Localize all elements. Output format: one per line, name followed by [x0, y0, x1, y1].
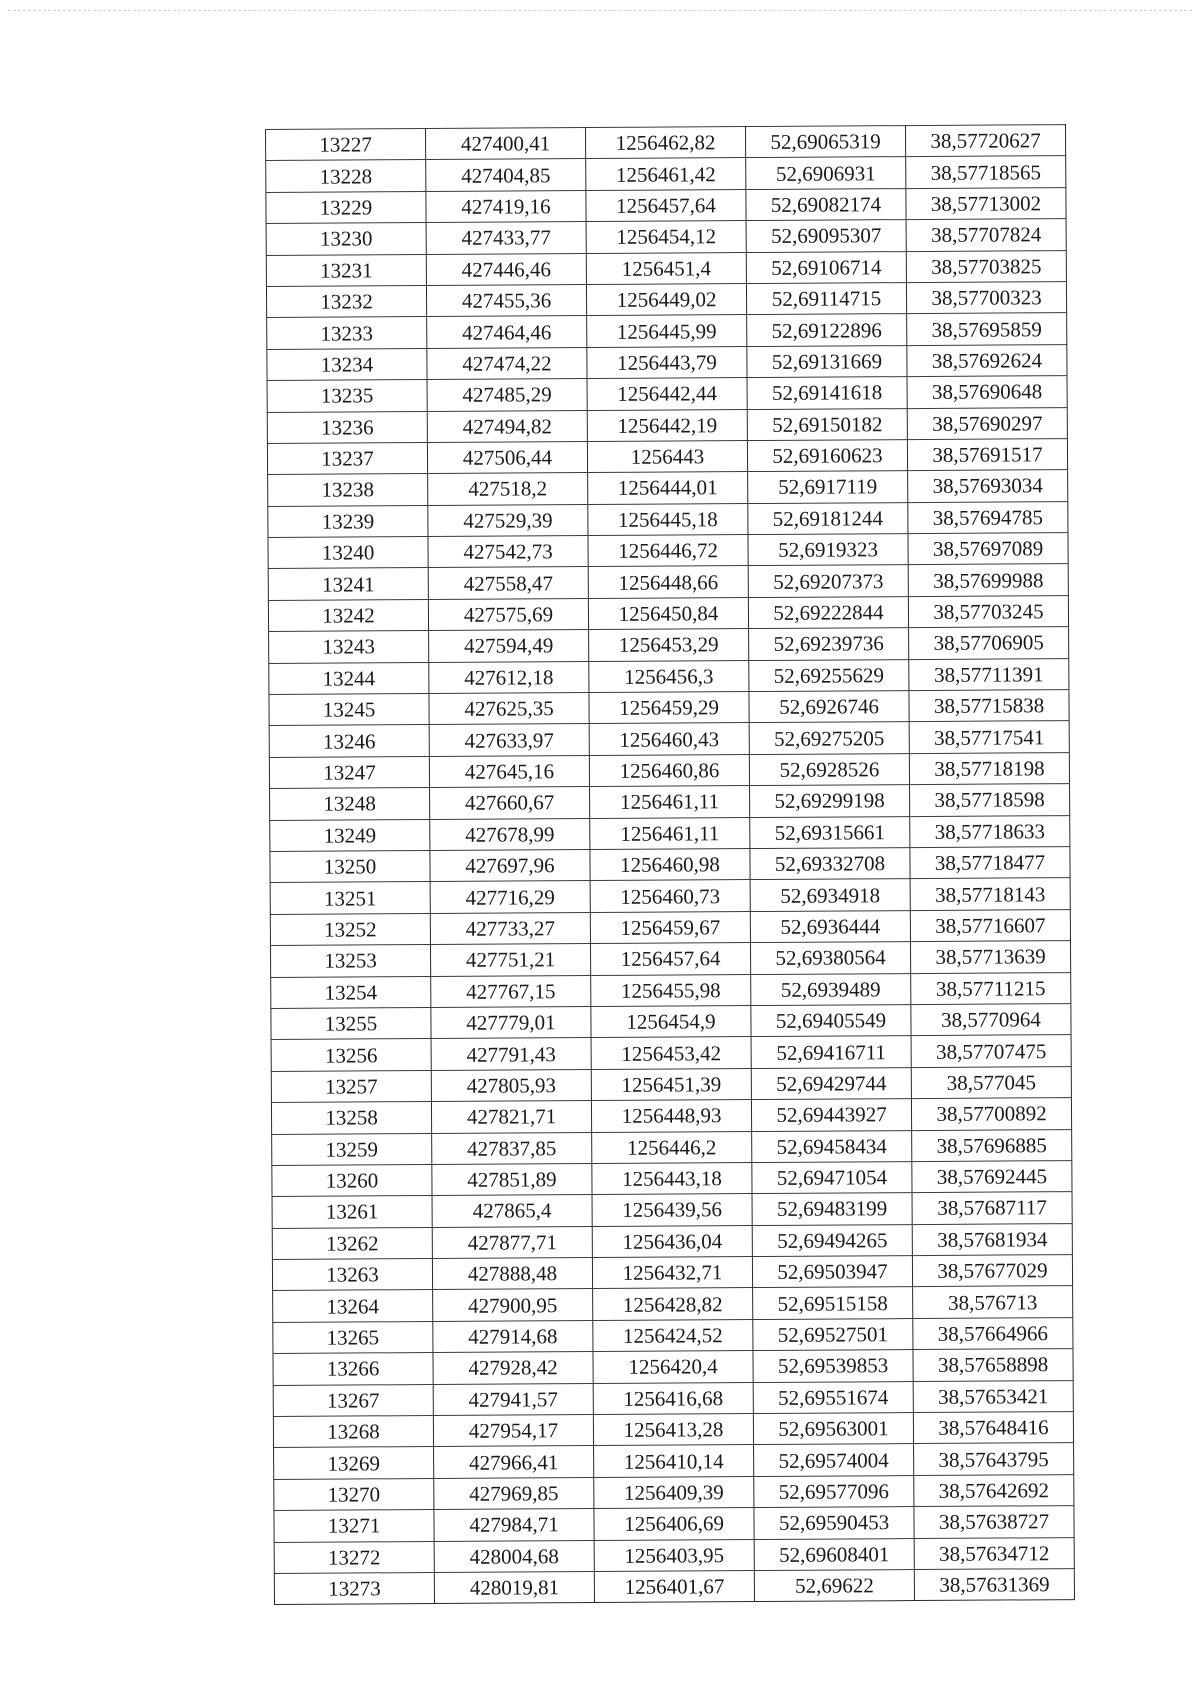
x-coordinate-cell: 427575,69	[428, 598, 588, 630]
table-row	[271, 972, 1071, 1008]
point-number-cell: 13261	[272, 1196, 432, 1228]
x-coordinate-cell: 427464,46	[427, 316, 587, 348]
y-coordinate-cell: 1256424,52	[593, 1319, 753, 1351]
latitude-cell: 52,69443927	[751, 1099, 911, 1131]
longitude-cell: 38,57653421	[913, 1380, 1073, 1412]
longitude-cell: 38,57706905	[909, 627, 1069, 659]
x-coordinate-cell: 427529,39	[428, 504, 588, 536]
y-coordinate-cell: 1256449,02	[586, 284, 746, 316]
table-row	[267, 344, 1067, 380]
table-row	[271, 1098, 1071, 1134]
point-number-cell: 13254	[271, 976, 431, 1008]
y-coordinate-cell: 1256460,86	[589, 754, 749, 786]
x-coordinate-cell: 427485,29	[427, 379, 587, 411]
point-number-cell: 13258	[271, 1102, 431, 1134]
y-coordinate-cell: 1256445,99	[587, 315, 747, 347]
latitude-cell: 52,69181244	[748, 502, 908, 534]
latitude-cell: 52,69622	[754, 1570, 914, 1602]
y-coordinate-cell: 1256459,67	[590, 911, 750, 943]
longitude-cell: 38,57687117	[912, 1192, 1072, 1224]
latitude-cell: 52,6939489	[751, 973, 911, 1005]
y-coordinate-cell: 1256409,39	[594, 1476, 754, 1508]
y-coordinate-cell: 1256453,29	[589, 629, 749, 661]
point-number-cell: 13245	[269, 694, 429, 726]
longitude-cell: 38,57718565	[906, 156, 1066, 188]
longitude-cell: 38,57700892	[911, 1098, 1071, 1130]
latitude-cell: 52,6917119	[748, 471, 908, 503]
longitude-cell: 38,57718143	[910, 878, 1070, 910]
longitude-cell: 38,57690297	[907, 407, 1067, 439]
longitude-cell: 38,57703825	[906, 250, 1066, 282]
point-number-cell: 13237	[267, 442, 427, 474]
point-number-cell: 13273	[274, 1572, 434, 1604]
x-coordinate-cell: 427594,49	[429, 630, 589, 662]
y-coordinate-cell: 1256439,56	[592, 1194, 752, 1226]
longitude-cell: 38,57643795	[914, 1443, 1074, 1475]
x-coordinate-cell: 427751,21	[430, 944, 590, 976]
longitude-cell: 38,57711215	[911, 972, 1071, 1004]
table-row	[266, 187, 1066, 223]
table-row	[272, 1255, 1072, 1291]
point-number-cell: 13264	[273, 1290, 433, 1322]
latitude-cell: 52,69527501	[753, 1318, 913, 1350]
longitude-cell: 38,57716607	[910, 909, 1070, 941]
longitude-cell: 38,576713	[913, 1286, 1073, 1318]
longitude-cell: 38,57718477	[910, 847, 1070, 879]
point-number-cell: 13233	[267, 317, 427, 349]
x-coordinate-cell: 427400,41	[426, 128, 586, 160]
point-number-cell: 13259	[272, 1133, 432, 1165]
x-coordinate-cell: 427697,96	[430, 850, 590, 882]
x-coordinate-cell: 427433,77	[426, 222, 586, 254]
longitude-cell: 38,57648416	[913, 1412, 1073, 1444]
x-coordinate-cell: 427733,27	[430, 912, 590, 944]
y-coordinate-cell: 1256461,11	[590, 817, 750, 849]
table-row	[272, 1192, 1072, 1228]
table-row	[268, 533, 1068, 569]
longitude-cell: 38,57694785	[908, 501, 1068, 533]
table-row	[268, 470, 1068, 506]
latitude-cell: 52,69082174	[746, 188, 906, 220]
point-number-cell: 13266	[273, 1353, 433, 1385]
latitude-cell: 52,69515158	[753, 1287, 913, 1319]
table-row	[266, 250, 1066, 286]
point-number-cell: 13268	[273, 1416, 433, 1448]
latitude-cell: 52,6906931	[746, 157, 906, 189]
longitude-cell: 38,57692445	[912, 1160, 1072, 1192]
table-row	[270, 847, 1070, 883]
point-number-cell: 13256	[271, 1039, 431, 1071]
y-coordinate-cell: 1256450,84	[588, 597, 748, 629]
longitude-cell: 38,577045	[911, 1066, 1071, 1098]
table-row	[268, 564, 1068, 600]
point-number-cell: 13269	[274, 1447, 434, 1479]
longitude-cell: 38,57700323	[906, 282, 1066, 314]
latitude-cell: 52,69574004	[754, 1444, 914, 1476]
x-coordinate-cell: 427984,71	[434, 1509, 594, 1541]
y-coordinate-cell: 1256451,39	[591, 1068, 751, 1100]
x-coordinate-cell: 427900,95	[433, 1289, 593, 1321]
point-number-cell: 13265	[273, 1321, 433, 1353]
x-coordinate-cell: 427966,41	[434, 1446, 594, 1478]
y-coordinate-cell: 1256453,42	[591, 1037, 751, 1069]
y-coordinate-cell: 1256448,66	[588, 566, 748, 598]
table-row	[274, 1537, 1074, 1573]
table-row	[274, 1443, 1074, 1479]
point-number-cell: 13242	[268, 599, 428, 631]
latitude-cell: 52,69380564	[750, 942, 910, 974]
table-row	[266, 219, 1066, 255]
y-coordinate-cell: 1256420,4	[593, 1351, 753, 1383]
longitude-cell: 38,57699988	[908, 564, 1068, 596]
table-row	[268, 595, 1068, 631]
y-coordinate-cell: 1256457,64	[590, 943, 750, 975]
y-coordinate-cell: 1256416,68	[593, 1382, 753, 1414]
latitude-cell: 52,69315661	[750, 816, 910, 848]
longitude-cell: 38,5770964	[911, 1004, 1071, 1036]
point-number-cell: 13236	[267, 411, 427, 443]
x-coordinate-cell: 427851,89	[432, 1163, 592, 1195]
latitude-cell: 52,69577096	[754, 1475, 914, 1507]
x-coordinate-cell: 427865,4	[432, 1195, 592, 1227]
point-number-cell: 13272	[274, 1541, 434, 1573]
y-coordinate-cell: 1256462,82	[585, 127, 745, 159]
point-number-cell: 13240	[268, 537, 428, 569]
latitude-cell: 52,69416711	[751, 1036, 911, 1068]
longitude-cell: 38,57715838	[909, 690, 1069, 722]
latitude-cell: 52,69494265	[752, 1224, 912, 1256]
x-coordinate-cell: 427612,18	[429, 661, 589, 693]
latitude-cell: 52,69239736	[749, 628, 909, 660]
table-row	[272, 1129, 1072, 1165]
table-row	[273, 1286, 1073, 1322]
point-number-cell: 13270	[274, 1478, 434, 1510]
point-number-cell: 13246	[269, 725, 429, 757]
point-number-cell: 13263	[272, 1259, 432, 1291]
x-coordinate-cell: 427779,01	[431, 1006, 591, 1038]
point-number-cell: 13253	[270, 945, 430, 977]
y-coordinate-cell: 1256448,93	[591, 1100, 751, 1132]
table-row	[267, 407, 1067, 443]
table-row	[271, 1066, 1071, 1102]
longitude-cell: 38,57718598	[910, 784, 1070, 816]
x-coordinate-cell: 427419,16	[426, 190, 586, 222]
x-coordinate-cell: 427645,16	[429, 755, 589, 787]
x-coordinate-cell: 427805,93	[431, 1069, 591, 1101]
longitude-cell: 38,57692624	[907, 344, 1067, 376]
point-number-cell: 13227	[266, 129, 426, 161]
x-coordinate-cell: 427791,43	[431, 1038, 591, 1070]
table-row	[271, 1035, 1071, 1071]
latitude-cell: 52,69429744	[751, 1067, 911, 1099]
table-row	[269, 627, 1069, 663]
y-coordinate-cell: 1256460,73	[590, 880, 750, 912]
latitude-cell: 52,69563001	[753, 1413, 913, 1445]
coordinates-table-body	[266, 125, 1075, 1605]
latitude-cell: 52,69539853	[753, 1350, 913, 1382]
y-coordinate-cell: 1256461,42	[586, 158, 746, 190]
y-coordinate-cell: 1256444,01	[588, 472, 748, 504]
y-coordinate-cell: 1256410,14	[594, 1445, 754, 1477]
longitude-cell: 38,57638727	[914, 1506, 1074, 1538]
table-row	[266, 125, 1066, 161]
longitude-cell: 38,57703245	[908, 595, 1068, 627]
x-coordinate-cell: 427633,97	[429, 724, 589, 756]
coordinates-table	[265, 124, 1075, 1605]
y-coordinate-cell: 1256446,2	[592, 1131, 752, 1163]
point-number-cell: 13230	[266, 223, 426, 255]
y-coordinate-cell: 1256403,95	[594, 1539, 754, 1571]
x-coordinate-cell: 427518,2	[428, 473, 588, 505]
y-coordinate-cell: 1256451,4	[586, 252, 746, 284]
longitude-cell: 38,57634712	[914, 1537, 1074, 1569]
x-coordinate-cell: 427914,68	[433, 1320, 593, 1352]
longitude-cell: 38,57658898	[913, 1349, 1073, 1381]
point-number-cell: 13231	[266, 254, 426, 286]
latitude-cell: 52,69065319	[745, 126, 905, 158]
x-coordinate-cell: 427404,85	[426, 159, 586, 191]
table-row	[270, 815, 1070, 851]
longitude-cell: 38,57677029	[912, 1255, 1072, 1287]
table-row	[273, 1349, 1073, 1385]
table-row	[270, 878, 1070, 914]
table-row	[273, 1412, 1073, 1448]
table-row	[271, 1004, 1071, 1040]
table-row	[269, 721, 1069, 757]
table-row	[273, 1380, 1073, 1416]
latitude-cell: 52,69106714	[746, 251, 906, 283]
longitude-cell: 38,57707475	[911, 1035, 1071, 1067]
table-row	[267, 313, 1067, 349]
x-coordinate-cell: 427455,36	[426, 284, 586, 316]
longitude-cell: 38,57690648	[907, 376, 1067, 408]
point-number-cell: 13241	[268, 568, 428, 600]
point-number-cell: 13267	[273, 1384, 433, 1416]
latitude-cell: 52,69590453	[754, 1507, 914, 1539]
x-coordinate-cell: 427969,85	[434, 1477, 594, 1509]
latitude-cell: 52,69150182	[747, 408, 907, 440]
latitude-cell: 52,69275205	[749, 722, 909, 754]
longitude-cell: 38,57718633	[910, 815, 1070, 847]
longitude-cell: 38,57713639	[910, 941, 1070, 973]
latitude-cell: 52,69299198	[750, 785, 910, 817]
table-row	[272, 1223, 1072, 1259]
table-row	[269, 658, 1069, 694]
table-row	[274, 1474, 1074, 1510]
longitude-cell: 38,57707824	[906, 219, 1066, 251]
latitude-cell: 52,6926746	[749, 691, 909, 723]
point-number-cell: 13239	[268, 505, 428, 537]
table-row	[268, 501, 1068, 537]
x-coordinate-cell: 428019,81	[434, 1571, 594, 1603]
y-coordinate-cell: 1256432,71	[592, 1257, 752, 1289]
latitude-cell: 52,69255629	[749, 659, 909, 691]
x-coordinate-cell: 427767,15	[431, 975, 591, 1007]
y-coordinate-cell: 1256443,79	[587, 346, 747, 378]
latitude-cell: 52,69332708	[750, 848, 910, 880]
x-coordinate-cell: 427542,73	[428, 536, 588, 568]
latitude-cell: 52,69131669	[747, 345, 907, 377]
longitude-cell: 38,57696885	[912, 1129, 1072, 1161]
x-coordinate-cell: 427660,67	[430, 787, 590, 819]
y-coordinate-cell: 1256456,3	[589, 660, 749, 692]
latitude-cell: 52,69405549	[751, 1005, 911, 1037]
latitude-cell: 52,69551674	[753, 1381, 913, 1413]
table-row	[267, 439, 1067, 475]
y-coordinate-cell: 1256428,82	[593, 1288, 753, 1320]
x-coordinate-cell: 428004,68	[434, 1540, 594, 1572]
latitude-cell: 52,69458434	[752, 1130, 912, 1162]
point-number-cell: 13229	[266, 191, 426, 223]
longitude-cell: 38,57691517	[907, 439, 1067, 471]
latitude-cell: 52,69483199	[752, 1193, 912, 1225]
latitude-cell: 52,69207373	[748, 565, 908, 597]
x-coordinate-cell: 427558,47	[428, 567, 588, 599]
table-row	[270, 909, 1070, 945]
table-row	[274, 1569, 1074, 1605]
point-number-cell: 13247	[269, 756, 429, 788]
longitude-cell: 38,57717541	[909, 721, 1069, 753]
scan-edge-line	[8, 10, 1192, 11]
point-number-cell: 13248	[270, 788, 430, 820]
point-number-cell: 13251	[270, 882, 430, 914]
table-row	[270, 941, 1070, 977]
y-coordinate-cell: 1256413,28	[593, 1414, 753, 1446]
longitude-cell: 38,57631369	[914, 1569, 1074, 1601]
longitude-cell: 38,57697089	[908, 533, 1068, 565]
y-coordinate-cell: 1256460,43	[589, 723, 749, 755]
x-coordinate-cell: 427446,46	[426, 253, 586, 285]
point-number-cell: 13238	[268, 474, 428, 506]
point-number-cell: 13260	[272, 1164, 432, 1196]
y-coordinate-cell: 1256442,44	[587, 378, 747, 410]
longitude-cell: 38,57720627	[905, 125, 1065, 157]
y-coordinate-cell: 1256454,12	[586, 221, 746, 253]
y-coordinate-cell: 1256443,18	[592, 1162, 752, 1194]
x-coordinate-cell: 427954,17	[433, 1415, 593, 1447]
y-coordinate-cell: 1256445,18	[588, 503, 748, 535]
point-number-cell: 13235	[267, 380, 427, 412]
latitude-cell: 52,69503947	[752, 1256, 912, 1288]
x-coordinate-cell: 427625,35	[429, 693, 589, 725]
latitude-cell: 52,69160623	[747, 439, 907, 471]
latitude-cell: 52,69141618	[747, 377, 907, 409]
latitude-cell: 52,69122896	[747, 314, 907, 346]
latitude-cell: 52,69222844	[748, 596, 908, 628]
latitude-cell: 52,6919323	[748, 534, 908, 566]
y-coordinate-cell: 1256455,98	[591, 974, 751, 1006]
latitude-cell: 52,6934918	[750, 879, 910, 911]
longitude-cell: 38,57695859	[907, 313, 1067, 345]
longitude-cell: 38,57693034	[908, 470, 1068, 502]
latitude-cell: 52,69114715	[746, 283, 906, 315]
table-row	[272, 1160, 1072, 1196]
y-coordinate-cell: 1256457,64	[586, 189, 746, 221]
latitude-cell: 52,69095307	[746, 220, 906, 252]
table-row	[269, 752, 1069, 788]
table-row	[269, 690, 1069, 726]
y-coordinate-cell: 1256442,19	[587, 409, 747, 441]
x-coordinate-cell: 427506,44	[427, 441, 587, 473]
point-number-cell: 13244	[269, 662, 429, 694]
x-coordinate-cell: 427941,57	[433, 1383, 593, 1415]
x-coordinate-cell: 427821,71	[431, 1101, 591, 1133]
longitude-cell: 38,57664966	[913, 1317, 1073, 1349]
x-coordinate-cell: 427678,99	[430, 818, 590, 850]
latitude-cell: 52,6936444	[750, 910, 910, 942]
point-number-cell: 13249	[270, 819, 430, 851]
longitude-cell: 38,57642692	[914, 1474, 1074, 1506]
y-coordinate-cell: 1256401,67	[594, 1571, 754, 1603]
point-number-cell: 13232	[266, 285, 426, 317]
x-coordinate-cell: 427494,82	[427, 410, 587, 442]
point-number-cell: 13252	[270, 913, 430, 945]
point-number-cell: 13257	[271, 1070, 431, 1102]
y-coordinate-cell: 1256461,11	[590, 786, 750, 818]
x-coordinate-cell: 427716,29	[430, 881, 590, 913]
table-row	[266, 156, 1066, 192]
longitude-cell: 38,57713002	[906, 187, 1066, 219]
y-coordinate-cell: 1256406,69	[594, 1508, 754, 1540]
table-row	[267, 376, 1067, 412]
x-coordinate-cell: 427837,85	[432, 1132, 592, 1164]
y-coordinate-cell: 1256436,04	[592, 1225, 752, 1257]
y-coordinate-cell: 1256446,72	[588, 535, 748, 567]
latitude-cell: 52,69608401	[754, 1538, 914, 1570]
point-number-cell: 13271	[274, 1510, 434, 1542]
table-row	[274, 1506, 1074, 1542]
y-coordinate-cell: 1256460,98	[590, 849, 750, 881]
x-coordinate-cell: 427888,48	[432, 1258, 592, 1290]
point-number-cell: 13250	[270, 850, 430, 882]
longitude-cell: 38,57711391	[909, 658, 1069, 690]
x-coordinate-cell: 427928,42	[433, 1352, 593, 1384]
table-row	[273, 1317, 1073, 1353]
table-row	[270, 784, 1070, 820]
point-number-cell: 13243	[269, 631, 429, 663]
x-coordinate-cell: 427877,71	[432, 1226, 592, 1258]
latitude-cell: 52,6928526	[749, 753, 909, 785]
y-coordinate-cell: 1256443	[587, 440, 747, 472]
point-number-cell: 13228	[266, 160, 426, 192]
point-number-cell: 13234	[267, 348, 427, 380]
table-row	[266, 282, 1066, 318]
y-coordinate-cell: 1256459,29	[589, 692, 749, 724]
point-number-cell: 13262	[272, 1227, 432, 1259]
longitude-cell: 38,57681934	[912, 1223, 1072, 1255]
x-coordinate-cell: 427474,22	[427, 347, 587, 379]
y-coordinate-cell: 1256454,9	[591, 1005, 751, 1037]
latitude-cell: 52,69471054	[752, 1161, 912, 1193]
longitude-cell: 38,57718198	[909, 752, 1069, 784]
point-number-cell: 13255	[271, 1007, 431, 1039]
